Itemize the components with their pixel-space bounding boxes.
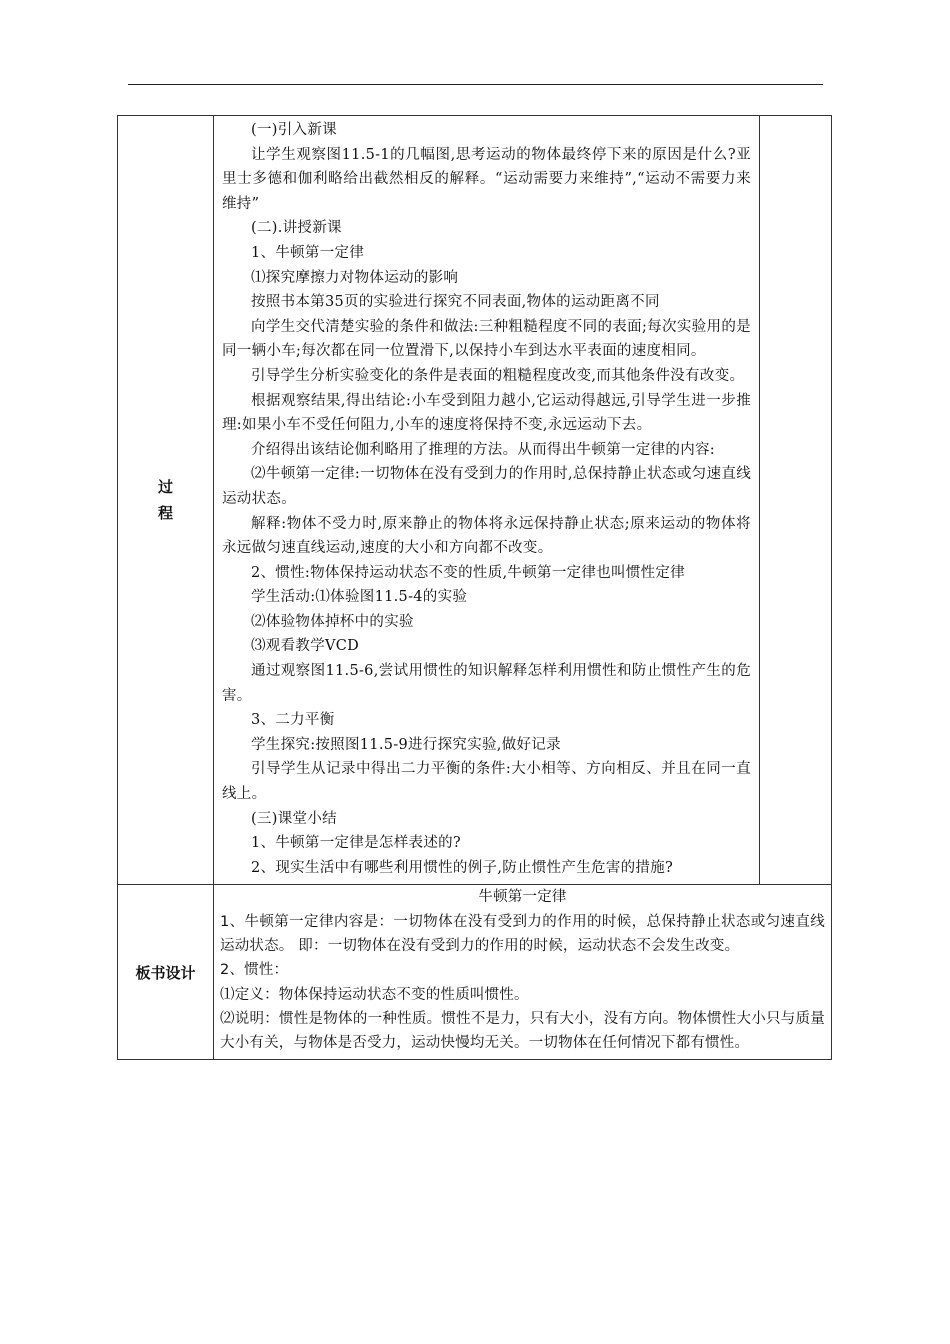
process-row [118, 116, 832, 885]
paragraph: 让学生观察图11.5-1的几幅图,思考运动的物体最终停下来的原因是什么?亚里士多德和伽利略给出截然相反的解释。“运动需要力来维持”,“运动不需要力来维持” [222, 146, 751, 212]
paragraph: ⑴探究摩擦力对物体运动的影响 [251, 269, 459, 286]
process-label-cell [118, 116, 214, 885]
board-paragraph: ⑵说明：惯性是物体的一种性质。惯性不是力，只有大小，没有方向。物体惯性大小只与质量大小有关，与物体是否受力，运动快慢均无关。一切物体在任何情况下都有惯性。 [220, 1010, 825, 1052]
paragraph: 2、现实生活中有哪些利用惯性的例子,防止惯性产生危害的措施? [251, 859, 674, 876]
board-title: 牛顿第一定律 [478, 889, 567, 906]
paragraph: 学生探究:按照图11.5-9进行探究实验,做好记录 [251, 736, 561, 753]
paragraph: 按照书本第35页的实验进行探究不同表面,物体的运动距离不同 [251, 294, 660, 311]
paragraph: (三)课堂小结 [251, 810, 337, 827]
paragraph: 根据观察结果,得出结论:小车受到阻力越小,它运动得越远,引导学生进一步推理:如果小车不受任何阻力,小车的速度将保持不变,永远运动下去。 [222, 392, 751, 434]
board-row [118, 885, 832, 1060]
paragraph: (二).讲授新课 [251, 220, 342, 237]
process-content-cell [214, 116, 760, 885]
paragraph: 2、惯性:物体保持运动状态不变的性质,牛顿第一定律也叫惯性定律 [251, 564, 686, 581]
paragraph: 3、二力平衡 [251, 712, 335, 729]
paragraph: 引导学生分析实验变化的条件是表面的粗糙程度改变,而其他条件没有改变。 [251, 367, 745, 384]
paragraph: 解释:物体不受力时,原来静止的物体将永远保持静止状态;原来运动的物体将永远做匀速直线运动,速度的大小和方向都不改变。 [222, 515, 751, 557]
lesson-table [117, 115, 832, 1060]
process-label-char-2: 程 [157, 504, 173, 523]
board-label-cell [118, 885, 214, 1060]
paragraph: 介绍得出该结论伽利略用了推理的方法。从而得出牛顿第一定律的内容: [251, 441, 715, 458]
board-paragraph: 1、牛顿第一定律内容是：一切物体在没有受到力的作用的时候，总保持静止状态或匀速直线运动状态。 即：一切物体在没有受到力的作用的时候，运动状态不会发生改变。 [220, 913, 825, 954]
paragraph: ⑵牛顿第一定律:一切物体在没有受到力的作用时,总保持静止状态或匀速直线运动状态。 [222, 466, 751, 507]
paragraph: 1、牛顿第一定律是怎样表述的? [251, 835, 461, 852]
paragraph: ⑵体验物体掉杯中的实验 [251, 613, 414, 630]
paragraph: ⑶观看教学VCD [251, 638, 360, 655]
board-paragraph: 2、惯性： [220, 962, 289, 979]
header-rule [128, 84, 823, 85]
board-paragraph: ⑴定义：物体保持运动状态不变的性质叫惯性。 [220, 986, 529, 1003]
board-content-cell [214, 885, 832, 1060]
paragraph: 向学生交代清楚实验的条件和做法:三种粗糙程度不同的表面;每次实验用的是同一辆小车;每次都在同一位置滑下,以保持小车到达水平表面的速度相同。 [222, 318, 751, 360]
process-label-char-1: 过 [157, 478, 173, 497]
paragraph: 通过观察图11.5-6,尝试用惯性的知识解释怎样利用惯性和防止惯性产生的危害。 [222, 663, 751, 704]
paragraph: (一)引入新课 [251, 122, 337, 138]
process-notes-cell [760, 116, 832, 885]
board-label: 板书设计 [135, 963, 196, 982]
paragraph: 学生活动:⑴体验图11.5-4的实验 [251, 589, 468, 606]
paragraph: 引导学生从记录中得出二力平衡的条件:大小相等、方向相反、并且在同一直线上。 [222, 761, 751, 803]
paragraph: 1、牛顿第一定律 [251, 244, 365, 261]
